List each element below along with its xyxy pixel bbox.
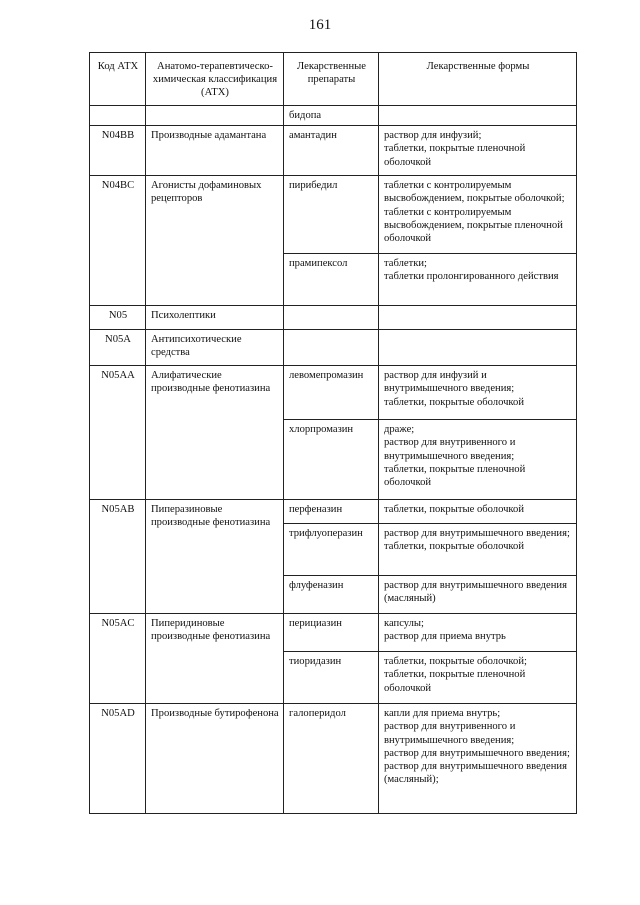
cell-code: [90, 106, 146, 126]
cell-forms: [379, 254, 577, 306]
table-row: [90, 106, 577, 126]
cell-code: N05A: [90, 330, 146, 366]
cell-code: N04BB: [90, 126, 146, 176]
cell-drug: тиоридазин: [284, 652, 379, 704]
form-item: раствор для внутривенного и внутримышечного введения;: [384, 721, 516, 746]
table-header-row: [90, 53, 577, 106]
page-number: 161: [308, 17, 332, 33]
header-drugs: Лекарственные препараты: [284, 53, 379, 106]
form-item: раствор для инфузий и внутримышечного введения;: [384, 370, 515, 395]
cell-drug: перициазин: [284, 614, 379, 652]
cell-forms: [379, 704, 577, 814]
cell-forms: [379, 126, 577, 176]
cell-drug: амантадин: [284, 126, 379, 176]
cell-forms: [379, 500, 577, 524]
cell-classification: Пиперазиновые производные фенотиазина: [146, 500, 284, 614]
cell-drug: [284, 330, 379, 366]
form-item: таблетки, покрытые оболочкой: [384, 541, 524, 553]
form-item: таблетки, покрытые оболочкой;: [384, 656, 527, 668]
form-item: таблетки пролонгированного действия: [384, 271, 559, 283]
cell-forms: [379, 366, 577, 420]
table-row: [90, 500, 577, 524]
form-item: таблетки с контролируемым высвобождением, покрытые оболочкой;: [384, 180, 565, 205]
cell-code: N05: [90, 306, 146, 330]
form-item: таблетки, покрытые оболочкой: [384, 504, 524, 516]
form-item: раствор для приема внутрь: [384, 631, 506, 643]
table-row: [90, 126, 577, 176]
cell-drug: трифлуоперазин: [284, 524, 379, 576]
cell-code: N04BC: [90, 176, 146, 306]
form-item: таблетки, покрытые пленочной оболочкой: [384, 463, 526, 489]
cell-forms: [379, 576, 577, 614]
cell-forms: [379, 106, 577, 126]
form-item: раствор для внутримышечного введения (масляный);: [384, 761, 567, 786]
table-row: [90, 330, 577, 366]
cell-classification: Алифатические производные фенотиазина: [146, 366, 284, 500]
table-row: [90, 306, 577, 330]
form-item: раствор для инфузий;: [384, 130, 482, 142]
table-row: [90, 614, 577, 652]
form-item: раствор для внутримышечного введения;: [384, 747, 570, 759]
cell-forms: [379, 306, 577, 330]
form-item: раствор для внутримышечного введения (масляный): [384, 580, 567, 605]
cell-code: N05AA: [90, 366, 146, 500]
cell-classification: Производные бутирофенона: [146, 704, 284, 814]
cell-drug: [284, 306, 379, 330]
cell-classification: Психолептики: [146, 306, 284, 330]
form-item: таблетки, покрытые оболочкой: [384, 396, 524, 408]
cell-drug: левомепромазин: [284, 366, 379, 420]
form-item: драже;: [384, 424, 415, 436]
cell-forms: [379, 420, 577, 500]
form-item: таблетки с контролируемым высвобождением, покрытые пленочной оболочкой: [384, 206, 563, 245]
table-row: [90, 366, 577, 420]
form-item: раствор для внутривенного и внутримышечного введения;: [384, 437, 516, 462]
cell-drug: перфеназин: [284, 500, 379, 524]
cell-forms: [379, 614, 577, 652]
cell-drug: флуфеназин: [284, 576, 379, 614]
header-classification: Анатомо-терапевтическо-химическая классификация (АТХ): [146, 53, 284, 106]
table-row: [90, 704, 577, 814]
header-code: Код АТХ: [90, 53, 146, 106]
cell-forms: [379, 176, 577, 254]
cell-code: N05AD: [90, 704, 146, 814]
cell-drug: хлорпромазин: [284, 420, 379, 500]
cell-forms: [379, 330, 577, 366]
atx-drug-table: [89, 52, 577, 814]
table-row: [90, 176, 577, 254]
cell-forms: [379, 524, 577, 576]
cell-classification: Антипсихотические средства: [146, 330, 284, 366]
cell-drug: галоперидол: [284, 704, 379, 814]
form-item: раствор для внутримышечного введения;: [384, 528, 570, 540]
cell-code: N05AB: [90, 500, 146, 614]
cell-drug: пирибедил: [284, 176, 379, 254]
header-forms: Лекарственные формы: [379, 53, 577, 106]
cell-classification: [146, 106, 284, 126]
form-item: капсулы;: [384, 618, 424, 630]
cell-classification: Пиперидиновые производные фенотиазина: [146, 614, 284, 704]
cell-classification: Агонисты дофаминовых рецепторов: [146, 176, 284, 306]
form-item: таблетки, покрытые пленочной оболочкой: [384, 669, 526, 694]
cell-code: N05AC: [90, 614, 146, 704]
cell-classification: Производные адамантана: [146, 126, 284, 176]
form-item: капли для приема внутрь;: [384, 708, 501, 720]
cell-forms: [379, 652, 577, 704]
form-item: таблетки, покрытые пленочной оболочкой: [384, 143, 526, 168]
cell-drug: бидопа: [284, 106, 379, 126]
form-item: таблетки;: [384, 258, 427, 270]
cell-drug: прамипексол: [284, 254, 379, 306]
